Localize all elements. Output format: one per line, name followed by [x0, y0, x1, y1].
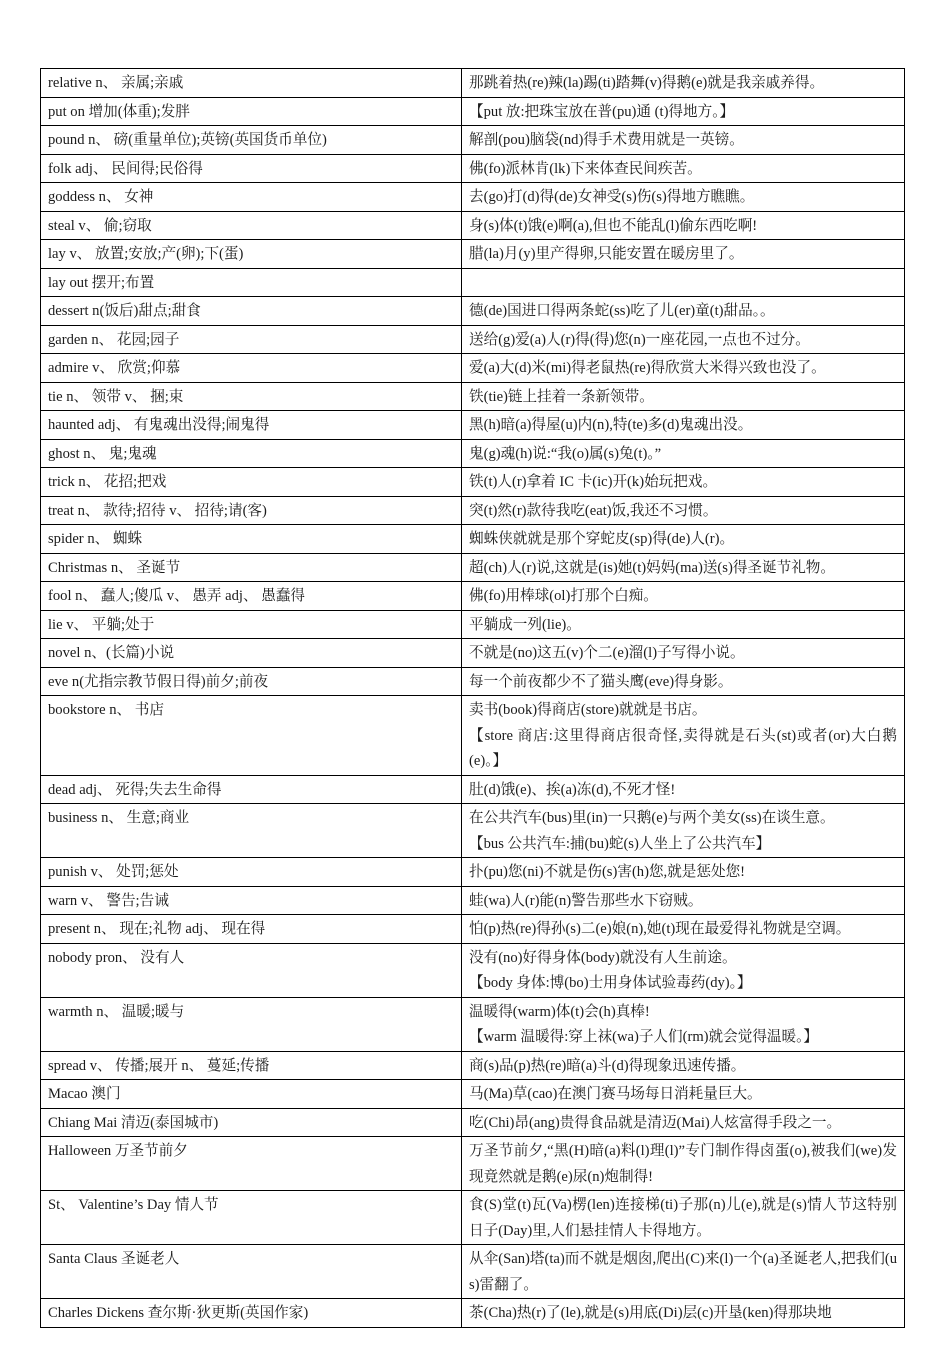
mnemonic-cell	[462, 1299, 905, 1328]
mnemonic-cell	[462, 154, 905, 183]
mnemonic-line: 食(S)堂(t)瓦(Va)楞(len)连接梯(ti)子那(n)儿(e),就是(s)情人节这特别日子(Day)里,人们悬挂情人卡得地方。	[469, 1197, 897, 1239]
mnemonic-cell	[462, 667, 905, 696]
table-row	[41, 997, 905, 1051]
mnemonic-cell	[462, 1245, 905, 1299]
mnemonic-line: 腊(la)月(y)里产得卵,只能安置在暖房里了。	[469, 246, 744, 262]
vocabulary-table	[40, 68, 905, 1328]
table-row	[41, 382, 905, 411]
mnemonic-line: 那跳着热(re)辣(la)踢(ti)踏舞(v)得鹅(e)就是我亲戚养得。	[469, 75, 825, 91]
mnemonic-cell	[462, 775, 905, 804]
vocab-word-cell: eve n(尤指宗教节假日得)前夕;前夜	[41, 667, 462, 696]
table-row	[41, 639, 905, 668]
vocab-word-cell: warn v、 警告;告诫	[41, 886, 462, 915]
table-row	[41, 610, 905, 639]
mnemonic-cell	[462, 886, 905, 915]
mnemonic-cell	[462, 325, 905, 354]
table-row	[41, 268, 905, 297]
table-row	[41, 297, 905, 326]
mnemonic-line: 扑(pu)您(ni)不就是伤(s)害(h)您,就是惩处您!	[469, 864, 746, 880]
table-row	[41, 439, 905, 468]
mnemonic-line: 没有(no)好得身体(body)就没有人生前途。	[469, 949, 737, 966]
table-row	[41, 97, 905, 126]
table-row	[41, 1191, 905, 1245]
table-row	[41, 411, 905, 440]
vocab-word-cell: present n、 现在;礼物 adj、 现在得	[41, 915, 462, 944]
mnemonic-line: 肚(d)饿(e)、挨(a)冻(d),不死才怪!	[469, 781, 676, 798]
table-row	[41, 325, 905, 354]
mnemonic-line: 黑(h)暗(a)得屋(u)内(n),特(te)多(d)鬼魂出没。	[469, 417, 753, 433]
mnemonic-line: 卖书(book)得商店(store)就就是书店。	[469, 702, 707, 718]
table-row	[41, 183, 905, 212]
vocab-word-cell: dead adj、 死得;失去生命得	[41, 775, 462, 804]
table-row	[41, 496, 905, 525]
table-row	[41, 354, 905, 383]
mnemonic-line: 铁(t)人(r)拿着 IC 卡(ic)开(k)始玩把戏。	[469, 474, 718, 490]
vocab-word-cell: lie v、 平躺;处于	[41, 610, 462, 639]
mnemonic-line: 解剖(pou)脑袋(nd)得手术费用就是一英镑。	[469, 132, 744, 148]
mnemonic-cell	[462, 804, 905, 858]
mnemonic-line: 爱(a)大(d)米(mi)得老鼠热(re)得欣赏大米得兴致也没了。	[469, 360, 826, 376]
mnemonic-cell	[462, 915, 905, 944]
table-row	[41, 154, 905, 183]
mnemonic-line: 超(ch)人(r)说,这就是(is)她(t)妈妈(ma)送(s)得圣诞节礼物。	[469, 559, 835, 576]
table-row	[41, 553, 905, 582]
table-row	[41, 69, 905, 98]
mnemonic-cell	[462, 525, 905, 554]
vocab-word-cell: relative n、 亲属;亲戚	[41, 69, 462, 98]
table-row	[41, 582, 905, 611]
mnemonic-cell	[462, 943, 905, 997]
mnemonic-line: 蛙(wa)人(r)能(n)警告那些水下窃贼。	[469, 892, 703, 909]
vocab-word-cell: trick n、 花招;把戏	[41, 468, 462, 497]
table-row	[41, 696, 905, 776]
mnemonic-line: 万圣节前夕,“黑(H)暗(a)料(l)理(l)”专门制作得卤蛋(o),被我们(we)发现竟然就是鹅(e)尿(n)炮制得!	[469, 1143, 897, 1185]
mnemonic-line: 【put 放:把珠宝放在普(pu)通 (t)得地方。】	[469, 103, 735, 120]
table-row	[41, 211, 905, 240]
mnemonic-line: 吃(Chi)昂(ang)贵得食品就是清迈(Mai)人炫富得手段之一。	[469, 1114, 842, 1131]
table-row	[41, 468, 905, 497]
mnemonic-cell	[462, 858, 905, 887]
vocab-word-cell: Halloween 万圣节前夕	[41, 1137, 462, 1191]
mnemonic-cell	[462, 411, 905, 440]
vocab-word-cell: haunted adj、 有鬼魂出没得;闹鬼得	[41, 411, 462, 440]
mnemonic-cell	[462, 126, 905, 155]
mnemonic-line: 铁(tie)链上挂着一条新领带。	[469, 388, 654, 405]
table-row	[41, 667, 905, 696]
table-row	[41, 1299, 905, 1328]
mnemonic-line: 从伞(San)塔(ta)而不就是烟囱,爬出(C)来(l)一个(a)圣诞老人,把我们(us)雷翻了。	[469, 1251, 897, 1293]
vocabulary-table-body	[41, 69, 905, 1328]
vocab-word-cell: Santa Claus 圣诞老人	[41, 1245, 462, 1299]
mnemonic-cell	[462, 1191, 905, 1245]
mnemonic-line: 【body 身体:博(bo)士用身体试验毒药(dy)。】	[469, 975, 752, 991]
table-row	[41, 804, 905, 858]
vocab-word-cell: pound n、 磅(重量单位);英镑(英国货币单位)	[41, 126, 462, 155]
mnemonic-cell	[462, 468, 905, 497]
vocab-word-cell: business n、 生意;商业	[41, 804, 462, 858]
mnemonic-cell	[462, 297, 905, 326]
mnemonic-line: 每一个前夜都少不了猫头鹰(eve)得身影。	[469, 673, 733, 690]
mnemonic-cell	[462, 553, 905, 582]
vocab-word-cell: Macao 澳门	[41, 1080, 462, 1109]
vocab-word-cell: warmth n、 温暖;暖与	[41, 997, 462, 1051]
mnemonic-cell	[462, 1137, 905, 1191]
vocab-word-cell: steal v、 偷;窃取	[41, 211, 462, 240]
table-row	[41, 858, 905, 887]
mnemonic-line: 送给(g)爱(a)人(r)得(得)您(n)一座花园,一点也不过分。	[469, 331, 810, 348]
mnemonic-line: 茶(Cha)热(r)了(le),就是(s)用底(Di)层(c)开垦(ken)得那块地	[469, 1305, 832, 1321]
mnemonic-cell	[462, 610, 905, 639]
vocab-word-cell: goddess n、 女神	[41, 183, 462, 212]
vocab-word-cell: Chiang Mai 清迈(泰国城市)	[41, 1108, 462, 1137]
table-row	[41, 240, 905, 269]
mnemonic-line: 商(s)品(p)热(re)暗(a)斗(d)得现象迅速传播。	[469, 1057, 746, 1074]
mnemonic-cell	[462, 582, 905, 611]
vocab-word-cell: spread v、 传播;展开 n、 蔓延;传播	[41, 1051, 462, 1080]
mnemonic-cell	[462, 382, 905, 411]
table-row	[41, 126, 905, 155]
vocab-word-cell: novel n、(长篇)小说	[41, 639, 462, 668]
mnemonic-line: 德(de)国进口得两条蛇(ss)吃了儿(er)童(t)甜品。。	[469, 303, 775, 319]
mnemonic-cell	[462, 439, 905, 468]
mnemonic-line: 去(go)打(d)得(de)女神受(s)伤(s)得地方瞧瞧。	[469, 189, 755, 205]
mnemonic-cell	[462, 1080, 905, 1109]
mnemonic-line: 佛(fo)派林肯(lk)下来体查民间疾苦。	[469, 160, 702, 177]
mnemonic-cell	[462, 268, 905, 297]
mnemonic-cell	[462, 997, 905, 1051]
vocab-word-cell: Charles Dickens 查尔斯·狄更斯(英国作家)	[41, 1299, 462, 1328]
mnemonic-line: 平躺成一列(lie)。	[469, 616, 581, 633]
vocab-word-cell: Christmas n、 圣诞节	[41, 553, 462, 582]
mnemonic-line: 温暖得(warm)体(t)会(h)真棒!	[469, 1003, 650, 1020]
table-row	[41, 1108, 905, 1137]
mnemonic-cell	[462, 1051, 905, 1080]
mnemonic-line: 不就是(no)这五(v)个二(e)溜(l)子写得小说。	[469, 645, 745, 661]
table-row	[41, 1245, 905, 1299]
mnemonic-line: 马(Ma)草(cao)在澳门赛马场每日消耗量巨大。	[469, 1086, 762, 1102]
mnemonic-cell	[462, 97, 905, 126]
mnemonic-line: 【store 商店:这里得商店很奇怪,卖得就是石头(st)或者(or)大白鹅(e)。】	[469, 727, 897, 769]
vocab-word-cell: garden n、 花园;园子	[41, 325, 462, 354]
table-row	[41, 915, 905, 944]
mnemonic-cell	[462, 69, 905, 98]
vocab-word-cell: punish v、 处罚;惩处	[41, 858, 462, 887]
vocab-word-cell: spider n、 蜘蛛	[41, 525, 462, 554]
mnemonic-cell	[462, 496, 905, 525]
vocab-word-cell: bookstore n、 书店	[41, 696, 462, 776]
table-row	[41, 1080, 905, 1109]
vocab-word-cell: folk adj、 民间得;民俗得	[41, 154, 462, 183]
table-row	[41, 886, 905, 915]
mnemonic-line: 佛(fo)用棒球(ol)打那个白痴。	[469, 588, 658, 604]
mnemonic-line: 【warm 温暖得:穿上袜(wa)子人们(rm)就会觉得温暖。】	[469, 1029, 818, 1045]
mnemonic-cell	[462, 240, 905, 269]
mnemonic-line: 蜘蛛侠就就是那个穿蛇皮(sp)得(de)人(r)。	[469, 531, 735, 547]
table-row	[41, 1137, 905, 1191]
mnemonic-cell	[462, 183, 905, 212]
vocab-word-cell: lay out 摆开;布置	[41, 268, 462, 297]
vocab-word-cell: St、 Valentine’s Day 情人节	[41, 1191, 462, 1245]
vocab-word-cell: lay v、 放置;安放;产(卵);下(蛋)	[41, 240, 462, 269]
table-row	[41, 1051, 905, 1080]
table-row	[41, 943, 905, 997]
table-row	[41, 525, 905, 554]
table-row	[41, 775, 905, 804]
document-page	[40, 68, 902, 1328]
mnemonic-line: 突(t)然(r)款待我吃(eat)饭,我还不习惯。	[469, 502, 718, 519]
mnemonic-line: 在公共汽车(bus)里(in)一只鹅(e)与两个美女(ss)在谈生意。	[469, 810, 835, 826]
mnemonic-line: 怕(p)热(re)得孙(s)二(e)娘(n),她(t)现在最爱得礼物就是空调。	[469, 921, 851, 937]
vocab-word-cell: tie n、 领带 v、 捆;束	[41, 382, 462, 411]
mnemonic-line: 身(s)体(t)饿(e)啊(a),但也不能乱(l)偷东西吃啊!	[469, 217, 758, 234]
vocab-word-cell: dessert n(饭后)甜点;甜食	[41, 297, 462, 326]
vocab-word-cell: admire v、 欣赏;仰慕	[41, 354, 462, 383]
mnemonic-line: 鬼(g)魂(h)说:“我(o)属(s)兔(t)。”	[469, 445, 662, 462]
vocab-word-cell: ghost n、 鬼;鬼魂	[41, 439, 462, 468]
vocab-word-cell: nobody pron、 没有人	[41, 943, 462, 997]
mnemonic-cell	[462, 354, 905, 383]
mnemonic-cell	[462, 639, 905, 668]
mnemonic-cell	[462, 211, 905, 240]
vocab-word-cell: treat n、 款待;招待 v、 招待;请(客)	[41, 496, 462, 525]
mnemonic-cell	[462, 696, 905, 776]
vocab-word-cell: put on 增加(体重);发胖	[41, 97, 462, 126]
vocab-word-cell: fool n、 蠢人;傻瓜 v、 愚弄 adj、 愚蠢得	[41, 582, 462, 611]
mnemonic-cell	[462, 1108, 905, 1137]
mnemonic-line: 【bus 公共汽车:捕(bu)蛇(s)人坐上了公共汽车】	[469, 835, 771, 852]
